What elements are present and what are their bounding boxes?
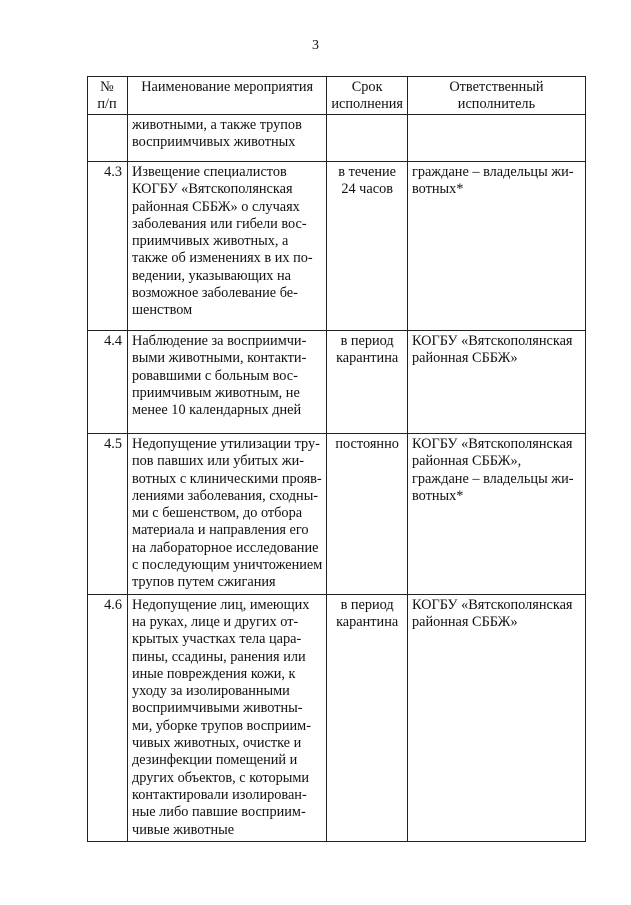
text-line: граждане – владельцы жи-: [411, 164, 574, 180]
row-num: [88, 594, 128, 841]
text-line: ми, уборке трупов восприим-: [132, 717, 311, 734]
text-line: других объектов, с которыми: [132, 769, 310, 786]
text-line: трупов путем сжигания: [132, 574, 276, 591]
text-line: 4.6: [104, 596, 122, 613]
text-line: Наблюдение за восприимчи-: [132, 333, 307, 349]
measures-table: [87, 76, 586, 842]
row-responsible: [407, 331, 585, 434]
text-line: вотных*: [411, 487, 464, 504]
text-line: также об изменениях в их по-: [132, 250, 313, 267]
row-responsible: [407, 594, 585, 841]
text-line: п/п: [97, 95, 117, 112]
text-line: исполнения: [331, 95, 403, 112]
page-number: 3: [312, 38, 319, 53]
text-line: Недопущение лиц, имеющих: [132, 596, 310, 613]
row-num: [88, 434, 128, 595]
text-line: выми животными, контакти-: [132, 350, 307, 367]
text-line: животными, а также трупов: [132, 117, 302, 133]
text-line: на руках, лице и других от-: [132, 613, 299, 630]
table-row: [88, 434, 586, 595]
text-line: КОГБУ «Вятскополянская: [411, 436, 573, 452]
text-line: КОГБУ «Вятскополянская: [411, 333, 573, 349]
text-line: Извещение специалистов: [132, 164, 287, 180]
row-num: [88, 331, 128, 434]
text-line: карантина: [336, 613, 399, 630]
text-line: 4.4: [104, 333, 122, 349]
text-line: чивые животные: [132, 821, 235, 838]
row-term: [327, 594, 408, 841]
text-line: приимчивым животным, не: [132, 384, 300, 401]
row-responsible: [407, 162, 585, 331]
text-line: пины, ссадины, ранения или: [132, 648, 306, 665]
text-line: в период: [340, 596, 394, 613]
text-line: контактировали изолирован-: [132, 786, 307, 803]
row-name: [128, 594, 327, 841]
text-line: Наименование мероприятия: [141, 79, 314, 95]
text-line: заболевания или гибели вос-: [132, 215, 307, 232]
text-line: восприимчивыми животны-: [132, 700, 303, 717]
text-line: иные повреждения кожи, к: [132, 665, 296, 682]
text-line: районная СББЖ»: [411, 613, 518, 630]
row-name: [128, 115, 327, 162]
text-line: 4.3: [104, 164, 122, 180]
text-line: 24 часов: [341, 181, 393, 198]
row-name: [128, 162, 327, 331]
row-term: [327, 434, 408, 595]
table-row: [88, 331, 586, 434]
row-num: [88, 162, 128, 331]
text-line: Срок: [351, 79, 383, 95]
text-line: пов павших или убитых жи-: [132, 453, 305, 470]
text-line: №: [100, 79, 114, 95]
text-line: ми с бешенством, до отбора: [132, 505, 303, 522]
row-name: [128, 434, 327, 595]
text-line: постоянно: [335, 436, 399, 452]
text-line: исполнитель: [457, 95, 536, 112]
row-term: [327, 115, 408, 162]
text-line: в течение: [338, 164, 397, 180]
text-line: КОГБУ «Вятскополянская: [411, 596, 573, 613]
text-line: карантина: [336, 350, 399, 367]
row-num: [88, 115, 128, 162]
text-line: районная СББЖ» о случаях: [132, 198, 300, 215]
text-line: крытых участках тела цара-: [132, 631, 302, 648]
header-num: [88, 77, 128, 115]
header-responsible: [407, 77, 585, 115]
text-line: 4.5: [104, 436, 122, 452]
text-line: районная СББЖ»: [411, 350, 518, 367]
text-line: с последующим уничтожением: [132, 557, 323, 574]
text-line: КОГБУ «Вятскополянская: [132, 181, 293, 198]
text-line: Ответственный: [449, 79, 544, 95]
text-line: на лабораторное исследование: [132, 539, 319, 556]
text-line: возможное заболевание бе-: [132, 285, 298, 302]
text-line: менее 10 календарных дней: [132, 402, 302, 419]
text-line: ведении, указывающих на: [132, 267, 291, 284]
text-line: районная СББЖ»,: [411, 453, 522, 470]
text-line: Недопущение утилизации тру-: [132, 436, 320, 452]
row-responsible: [407, 434, 585, 595]
row-term: [327, 331, 408, 434]
text-line: дезинфекции помещений и: [132, 752, 298, 769]
row-term: [327, 162, 408, 331]
table-row: [88, 594, 586, 841]
header-term: [327, 77, 408, 115]
row-responsible: [407, 115, 585, 162]
header-name: [128, 77, 327, 115]
text-line: приимчивых животных, а: [132, 233, 289, 250]
text-line: шенством: [132, 302, 193, 319]
text-line: вотных с клиническими прояв-: [132, 470, 322, 487]
text-line: в период: [340, 333, 394, 349]
row-name: [128, 331, 327, 434]
table-row: [88, 162, 586, 331]
text-line: уходу за изолированными: [132, 683, 290, 700]
text-line: чивых животных, очистке и: [132, 735, 302, 752]
text-line: восприимчивых животных: [132, 134, 296, 151]
table-header-row: [88, 77, 586, 115]
text-line: материала и направления его: [132, 522, 309, 539]
text-line: граждане – владельцы жи-: [411, 470, 574, 487]
text-line: лениями заболевания, сходны-: [132, 487, 319, 504]
text-line: вотных*: [411, 181, 464, 198]
text-line: ровавшими с больным вос-: [132, 367, 298, 384]
table-row: [88, 115, 586, 162]
text-line: ные либо павшие восприим-: [132, 804, 306, 821]
